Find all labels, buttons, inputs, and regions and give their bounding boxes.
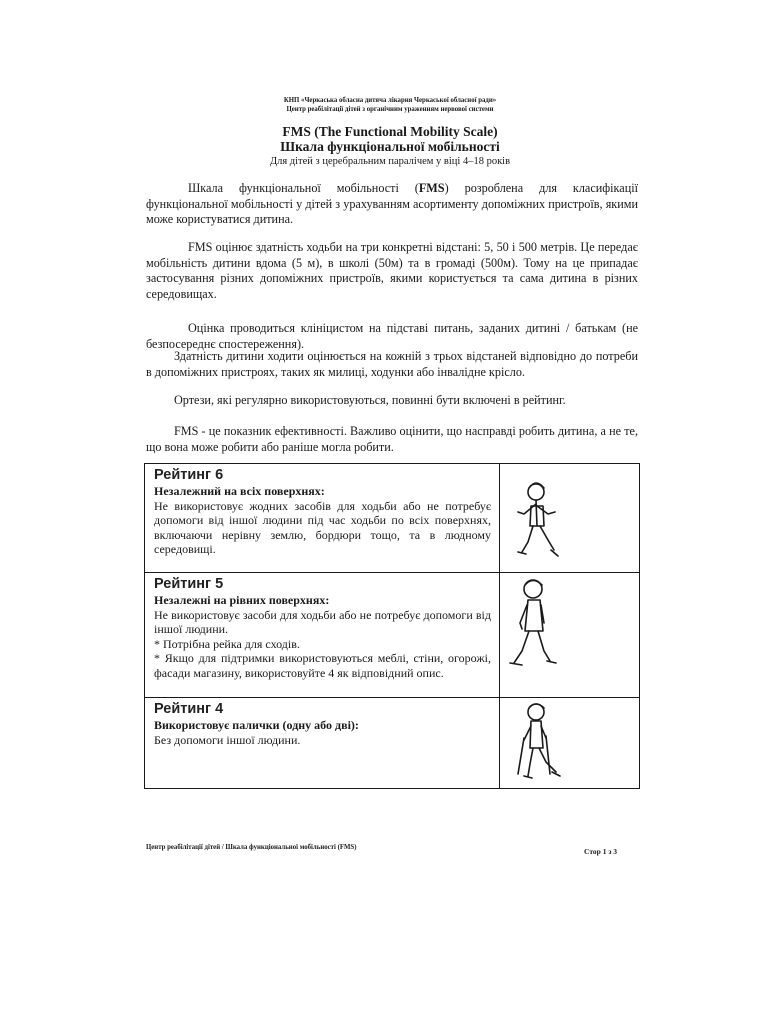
child-walking-with-sticks-icon: [500, 698, 639, 786]
intro-p4-text: Здатність дитини ходити оцінюється на кожній з трьох відстаней відповідно до потреби в допоміжних пристроях, таких як милиці, ходунки або інвалідне крісло.: [146, 349, 638, 379]
intro-paragraph-2: [146, 240, 638, 302]
rating-4-line-1: Без допомоги іншої людини.: [154, 732, 301, 747]
rating-5-subtitle: Незалежні на рівних поверхнях:: [154, 593, 330, 607]
rating-6-subtitle: Незалежний на всіх поверхнях:: [154, 484, 325, 498]
rating-5-line-1: Не використовує засоби для ходьби або не потребує допомоги від іншої людини.: [154, 607, 491, 636]
rating-4-title: Рейтинг 4: [154, 701, 224, 717]
rating-table: [144, 463, 640, 789]
intro-p1-post: ) розроблена для класифікації функціональної мобільності у дітей з урахуванням асортименту допоміжних пристроїв, якими може користуватися дитина.: [146, 181, 638, 226]
organization-header: [150, 96, 630, 114]
title-english: FMS (The Functional Mobility Scale): [282, 124, 498, 139]
rating-6-title: Рейтинг 6: [154, 467, 224, 483]
rating-5-title: Рейтинг 5: [154, 576, 224, 592]
org-line-1: КНП «Черкаська обласна дитяча лікарня Черкаської обласної ради»: [283, 97, 497, 104]
page-number: Стор 1 з 3: [584, 847, 617, 856]
rating-4-description: [154, 733, 491, 748]
subtitle: Для дітей з церебральним паралічем у віці 4–18 років: [269, 156, 511, 167]
rating-5-image-cell: [500, 573, 639, 697]
intro-p1-bold: FMS: [418, 181, 445, 195]
intro-p2-text: FMS оцінює здатність ходьби на три конкретні відстані: 5, 50 і 500 метрів. Це передає мобільність дитини вдома (5 м), в школі (50м) та в громаді (500м). Тому на це припадає застосування різних допоміжних пристроїв, якими користується та сама дитина в різних середовищах.: [146, 240, 638, 301]
child-walking-independently-icon: [500, 464, 639, 571]
title-ukrainian: Шкала функціональної мобільності: [280, 139, 500, 154]
intro-paragraph-5: [146, 393, 638, 409]
intro-paragraph-3: [146, 321, 638, 352]
rating-5-line-3: * Якщо для підтримки використовуються меблі, стіни, огорожі, фасади магазину, використовуйте 4 як відповідний опис.: [154, 651, 491, 680]
rating-6-description: [154, 499, 491, 557]
intro-p5-text: Ортези, які регулярно використовуються, повинні бути включені в рейтинг.: [174, 393, 566, 407]
rating-6-text-cell: [145, 464, 500, 572]
intro-p3-text: Оцінка проводиться клініцистом на підставі питань, заданих дитині / батькам (не безпосереднє спостереження).: [146, 321, 638, 351]
rating-row-5: [145, 573, 639, 698]
rating-4-text-cell: [145, 698, 500, 788]
org-line-2: Центр реабілітації дітей з органічним ураженням нервової системи: [286, 106, 494, 113]
rating-row-6: [145, 464, 639, 573]
intro-paragraph-4: [146, 349, 638, 380]
intro-p6-text: FMS - це показник ефективності. Важливо оцінити, що насправді робить дитина, а не те, що вона може робити або раніше могла робити.: [146, 424, 638, 454]
rating-row-4: [145, 698, 639, 788]
intro-paragraph-1: [146, 181, 638, 228]
child-walking-level-surface-icon: [500, 573, 639, 696]
rating-5-description: [154, 608, 491, 681]
intro-paragraph-6: [146, 424, 638, 455]
intro-p1-pre: Шкала функціональної мобільності (: [188, 181, 419, 195]
rating-4-image-cell: [500, 698, 639, 788]
rating-4-subtitle: Використовує палички (одну або дві):: [154, 718, 359, 732]
rating-5-text-cell: [145, 573, 500, 697]
rating-5-line-2: * Потрібна рейка для сходів.: [154, 636, 300, 651]
footer-left-text: Центр реабілітації дітей / Шкала функціональної мобільності (FMS): [146, 844, 357, 851]
rating-6-line-1: Не використовує жодних засобів для ходьби або не потребує допомоги від іншої людини під час ходьби по всіх поверхнях, включаючи нерівну землю, бордюри тощо, та в людному середовищі.: [154, 498, 491, 556]
rating-6-image-cell: [500, 464, 639, 572]
